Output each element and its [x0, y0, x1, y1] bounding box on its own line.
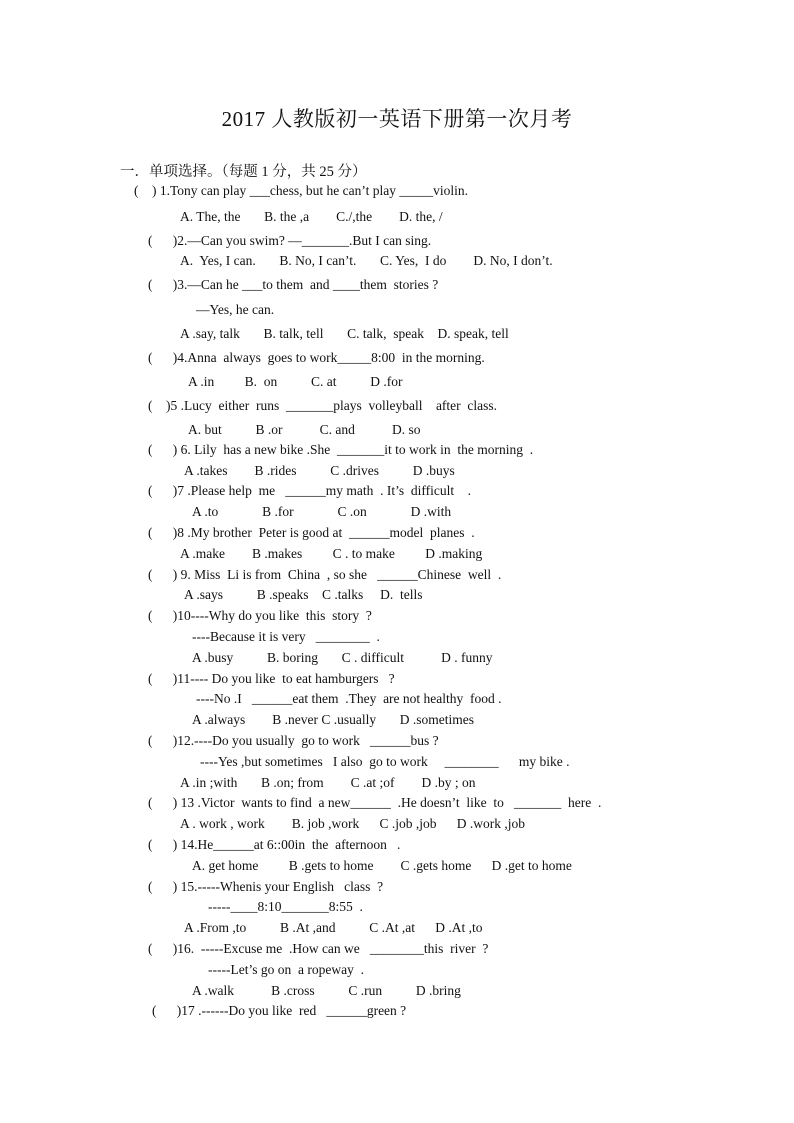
question-line: ( )17 .------Do you like red ______green ?	[152, 1003, 407, 1018]
question-line: ( )4.Anna always goes to work_____8:00 in the morning.	[148, 350, 485, 365]
question-line: ( ) 13 .Victor wants to find a new______ .He doesn’t like to _______ here .	[148, 795, 602, 810]
question-line: A .in ;with B .on; from C .at ;of D .by ; on	[180, 775, 476, 790]
question-line: A .takes B .rides C .drives D .buys	[184, 463, 455, 478]
question-line: ( ) 9. Miss Li is from China , so she ______Chinese well .	[148, 567, 502, 582]
page-title: 2017 人教版初一英语下册第一次月考	[221, 107, 573, 131]
question-line: A .walk B .cross C .run D .bring	[192, 983, 461, 998]
question-line: -----____8:10_______8:55 .	[208, 899, 363, 914]
question-line: A. Yes, I can. B. No, I can’t. C. Yes, I do D. No, I don’t.	[180, 253, 553, 268]
question-line: ----No .I ______eat them .They are not healthy food .	[196, 691, 502, 706]
question-line: A. but B .or C. and D. so	[188, 422, 421, 437]
question-line: A .busy B. boring C . difficult D . funny	[192, 650, 493, 665]
question-line: —Yes, he can.	[196, 302, 275, 317]
question-line: A .say, talk B. talk, tell C. talk, speak D. speak, tell	[180, 326, 509, 341]
question-line: A .says B .speaks C .talks D. tells	[184, 587, 423, 602]
question-line: A .From ,to B .At ,and C .At ,at D .At ,to	[184, 920, 483, 935]
question-line: ( )16. -----Excuse me .How can we ________this river ?	[148, 941, 489, 956]
question-line: ----Yes ,but sometimes I also go to work ________ my bike .	[200, 754, 570, 769]
question-line: ( )11---- Do you like to eat hamburgers ?	[148, 671, 395, 686]
question-line: ( )7 .Please help me ______my math . It’s difficult .	[148, 483, 471, 498]
question-line: ( )12.----Do you usually go to work ______bus ?	[148, 733, 439, 748]
question-line: -----Let’s go on a ropeway .	[208, 962, 364, 977]
question-line: ( )3.—Can he ___to them and ____them stories ?	[148, 277, 439, 292]
question-line: ( )10----Why do you like this story ?	[148, 608, 372, 623]
section-heading: 一．单项选择。（每题 1 分，共 25 分）	[120, 164, 367, 180]
question-line: A .always B .never C .usually D .sometimes	[192, 712, 474, 727]
question-line: ( ) 6. Lily has a new bike .She _______it to work in the morning .	[148, 442, 534, 457]
question-line: ( ) 15.-----Whenis your English class ?	[148, 879, 384, 894]
question-line: A .in B. on C. at D .for	[188, 374, 403, 389]
question-line: A .to B .for C .on D .with	[192, 504, 452, 519]
question-line: A . work , work B. job ,work C .job ,job D .work ,job	[180, 816, 525, 831]
question-line: ( )5 .Lucy either runs _______plays volleyball after class.	[148, 398, 498, 413]
question-line: A .make B .makes C . to make D .making	[180, 546, 483, 561]
question-line: ( ) 14.He______at 6::00in the afternoon .	[148, 837, 401, 852]
question-line: ( ) 1.Tony can play ___chess, but he can’t play _____violin.	[134, 183, 468, 198]
question-line: A. The, the B. the ,a C./,the D. the, /	[180, 209, 443, 224]
question-line: A. get home B .gets to home C .gets home D .get to home	[192, 858, 572, 873]
question-line: ----Because it is very ________ .	[192, 629, 380, 644]
question-line: ( )8 .My brother Peter is good at ______model planes .	[148, 525, 475, 540]
question-line: ( )2.—Can you swim? —_______.But I can sing.	[148, 233, 432, 248]
